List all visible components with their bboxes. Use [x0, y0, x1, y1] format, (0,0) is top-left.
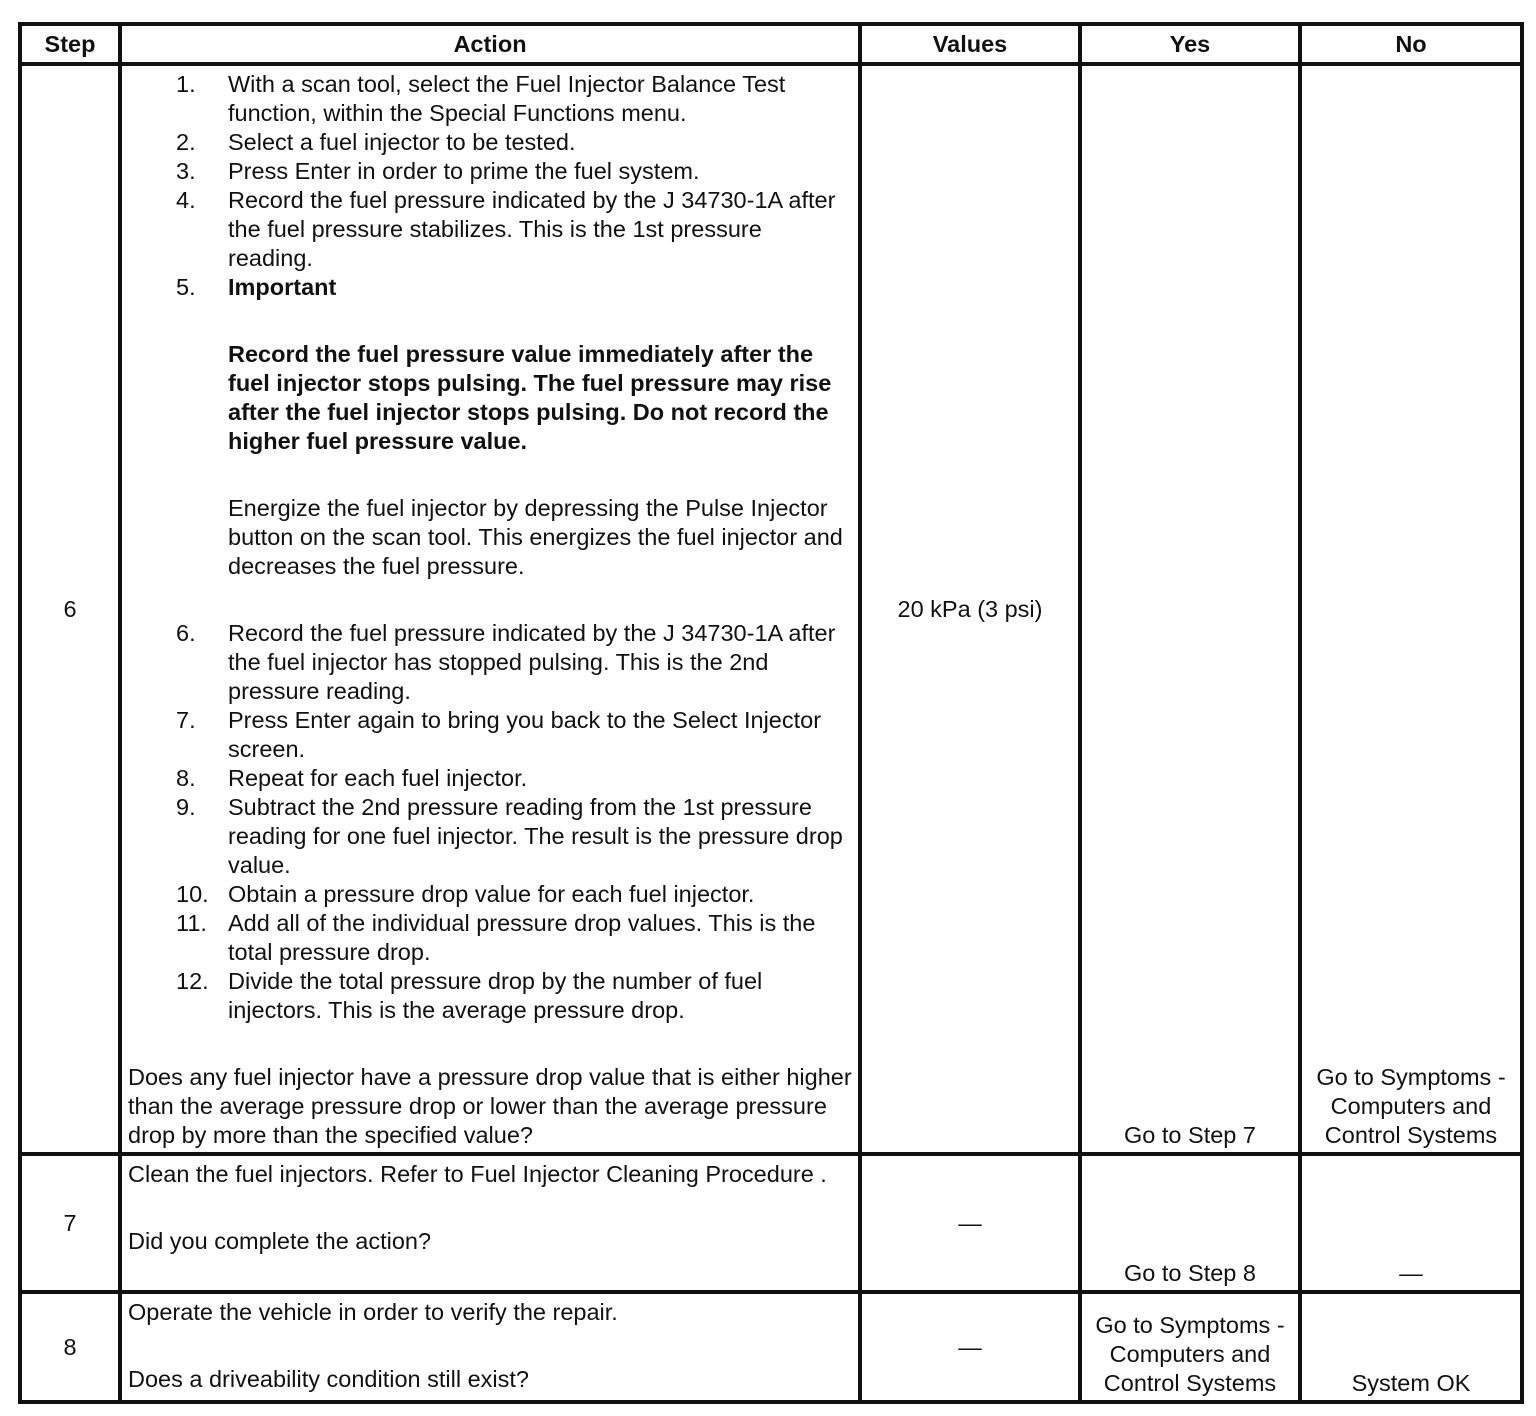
step-7-question: Did you complete the action?: [128, 1228, 432, 1254]
diagnostic-table: [18, 22, 1524, 1404]
list-item: 1. With a scan tool, select the Fuel Injector Balance Test function, within the Special Functions menu.: [176, 71, 786, 126]
action-cell: [120, 1292, 860, 1402]
step-6-yes: Go to Step 7: [1080, 64, 1300, 1154]
procedure-list: [128, 70, 852, 1025]
step-7-values: —: [860, 1154, 1080, 1292]
step-8-question: Does a driveability condition still exist?: [128, 1366, 529, 1392]
table-row-step-8: [20, 1292, 1522, 1402]
header-yes: Yes: [1080, 24, 1300, 64]
step-8-no: System OK: [1300, 1292, 1522, 1402]
header-no: No: [1300, 24, 1522, 64]
list-item: 8. Repeat for each fuel injector.: [176, 765, 528, 791]
list-item: 6. Record the fuel pressure indicated by the J 34730-1A after the fuel injector has stopped pulsing. This is the 2nd pressure reading.: [176, 620, 836, 704]
list-item: 2. Select a fuel injector to be tested.: [176, 129, 576, 155]
list-item: 12. Divide the total pressure drop by the number of fuel injectors. This is the average pressure drop.: [176, 968, 763, 1023]
step-6-values: 20 kPa (3 psi): [860, 64, 1080, 1154]
step-6-question: Does any fuel injector have a pressure drop value that is either higher than the average pressure drop or lower than the average pressure drop by more than the specified value?: [128, 1064, 852, 1148]
important-label: Important: [228, 274, 337, 300]
header-values: Values: [860, 24, 1080, 64]
table-row-step-6: [20, 64, 1522, 1154]
list-item: 4. Record the fuel pressure indicated by the J 34730-1A after the fuel pressure stabilizes. This is the 1st pressure reading.: [176, 187, 836, 271]
energize-text: Energize the fuel injector by depressing the Pulse Injector button on the scan tool. This energizes the fuel injector and decreases the fuel pressure.: [228, 495, 843, 579]
header-row: [20, 24, 1522, 64]
step-8-yes: Go to Symptoms - Computers and Control Systems: [1080, 1292, 1300, 1402]
action-cell: [120, 1154, 860, 1292]
action-cell: [120, 64, 860, 1154]
step-8-values: —: [860, 1292, 1080, 1402]
header-action: Action: [120, 24, 860, 64]
list-item: 7. Press Enter again to bring you back to the Select Injector screen.: [176, 707, 822, 762]
header-step: Step: [20, 24, 120, 64]
step-7-yes: Go to Step 8: [1080, 1154, 1300, 1292]
list-item: 9. Subtract the 2nd pressure reading from the 1st pressure reading for one fuel injector. The result is the pressure drop value.: [176, 794, 843, 878]
table-row-step-7: [20, 1154, 1522, 1292]
step-7-action: Clean the fuel injectors. Refer to Fuel Injector Cleaning Procedure .: [128, 1161, 827, 1187]
important-note: Record the fuel pressure value immediately after the fuel injector stops pulsing. The fuel pressure may rise after the fuel injector stops pulsing. Do not record the higher fuel pressure value.: [228, 341, 832, 454]
list-item: 11. Add all of the individual pressure drop values. This is the total pressure drop.: [176, 910, 816, 965]
list-item: 5. Important Record the fuel pressure value immediately after the fuel injector stops pulsing. The fuel pressure may rise after the fuel injector stops pulsing. Do not record the higher fuel pressure value. Energize the fuel injector by depressing the Pulse Injector button on the scan tool. This energizes the fuel injector and decreases the fuel pressure.: [128, 273, 852, 619]
step-number: 8: [20, 1292, 120, 1402]
step-7-no: —: [1300, 1154, 1522, 1292]
step-6-no: Go to Symptoms - Computers and Control Systems: [1300, 64, 1522, 1154]
step-number: 7: [20, 1154, 120, 1292]
step-8-action: Operate the vehicle in order to verify the repair.: [128, 1299, 618, 1325]
list-item: 3. Press Enter in order to prime the fuel system.: [176, 158, 700, 184]
step-number: 6: [20, 64, 120, 1154]
list-item: 10. Obtain a pressure drop value for each fuel injector.: [176, 881, 755, 907]
